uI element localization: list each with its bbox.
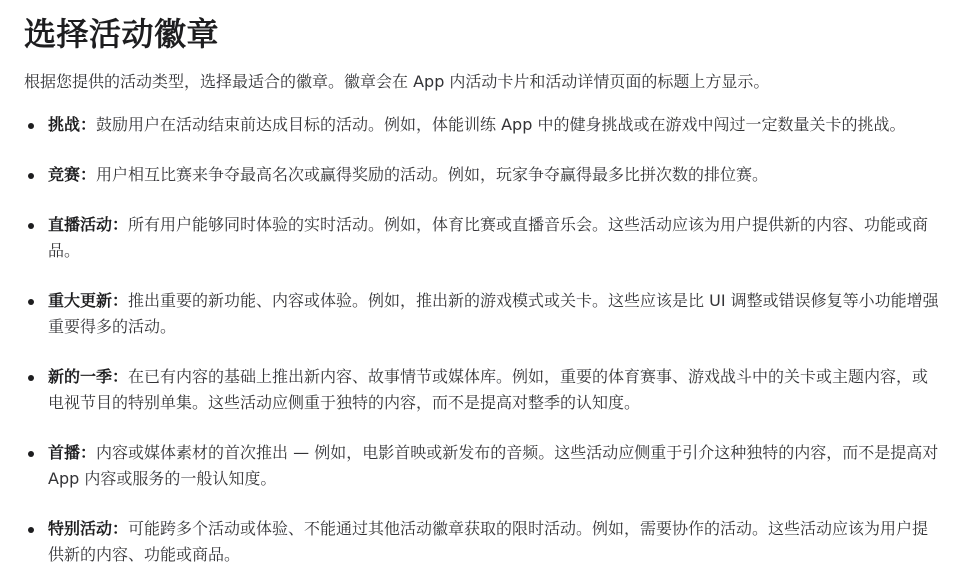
list-item-description: 所有用户能够同时体验的实时活动。例如，体育比赛或直播音乐会。这些活动应该为用户提供新的内容、功能或商品。 [48, 215, 929, 260]
list-item-challenge [24, 112, 939, 138]
list-item-major-update [24, 288, 939, 340]
list-item-description: 在已有内容的基础上推出新内容、故事情节或媒体库。例如，重要的体育赛事、游戏战斗中的关卡或主题内容，或电视节目的特别单集。这些活动应侧重于独特的内容，而不是提高对整季的认知度。 [48, 367, 929, 412]
list-item-term: 首播： [48, 443, 97, 462]
list-item-term: 挑战： [48, 115, 97, 134]
list-item-description: 可能跨多个活动或体验、不能通过其他活动徽章获取的限时活动。例如，需要协作的活动。这些活动应该为用户提供新的内容、功能或商品。 [48, 519, 929, 564]
list-item-term: 直播活动： [48, 215, 129, 234]
list-item-description: 用户相互比赛来争夺最高名次或赢得奖励的活动。例如，玩家争夺赢得最多比拼次数的排位赛。 [96, 165, 769, 184]
list-item-live-event [24, 212, 939, 264]
list-item-special-event [24, 516, 939, 568]
list-item-premiere [24, 440, 939, 492]
list-item-new-season [24, 364, 939, 416]
list-item-competition [24, 162, 939, 188]
intro-paragraph: 根据您提供的活动类型，选择最适合的徽章。徽章会在 App 内活动卡片和活动详情页面的标题上方显示。 [24, 72, 770, 91]
list-item-term: 重大更新： [48, 291, 129, 310]
list-item-term: 特别活动： [48, 519, 129, 538]
list-item-description: 内容或媒体素材的首次推出 — 例如，电影首映或新发布的音频。这些活动应侧重于引介这种独特的内容，而不是提高对 App 内容或服务的一般认知度。 [48, 443, 939, 488]
list-item-description: 鼓励用户在活动结束前达成目标的活动。例如，体能训练 App 中的健身挑战或在游戏中闯过一定数量关卡的挑战。 [96, 115, 906, 134]
badge-type-list [24, 112, 939, 568]
page-title: 选择活动徽章 [24, 15, 220, 53]
list-item-description: 推出重要的新功能、内容或体验。例如，推出新的游戏模式或关卡。这些应该是比 UI 调整或错误修复等小功能增强重要得多的活动。 [48, 291, 939, 336]
list-item-term: 竞赛： [48, 165, 97, 184]
list-item-term: 新的一季： [48, 367, 129, 386]
